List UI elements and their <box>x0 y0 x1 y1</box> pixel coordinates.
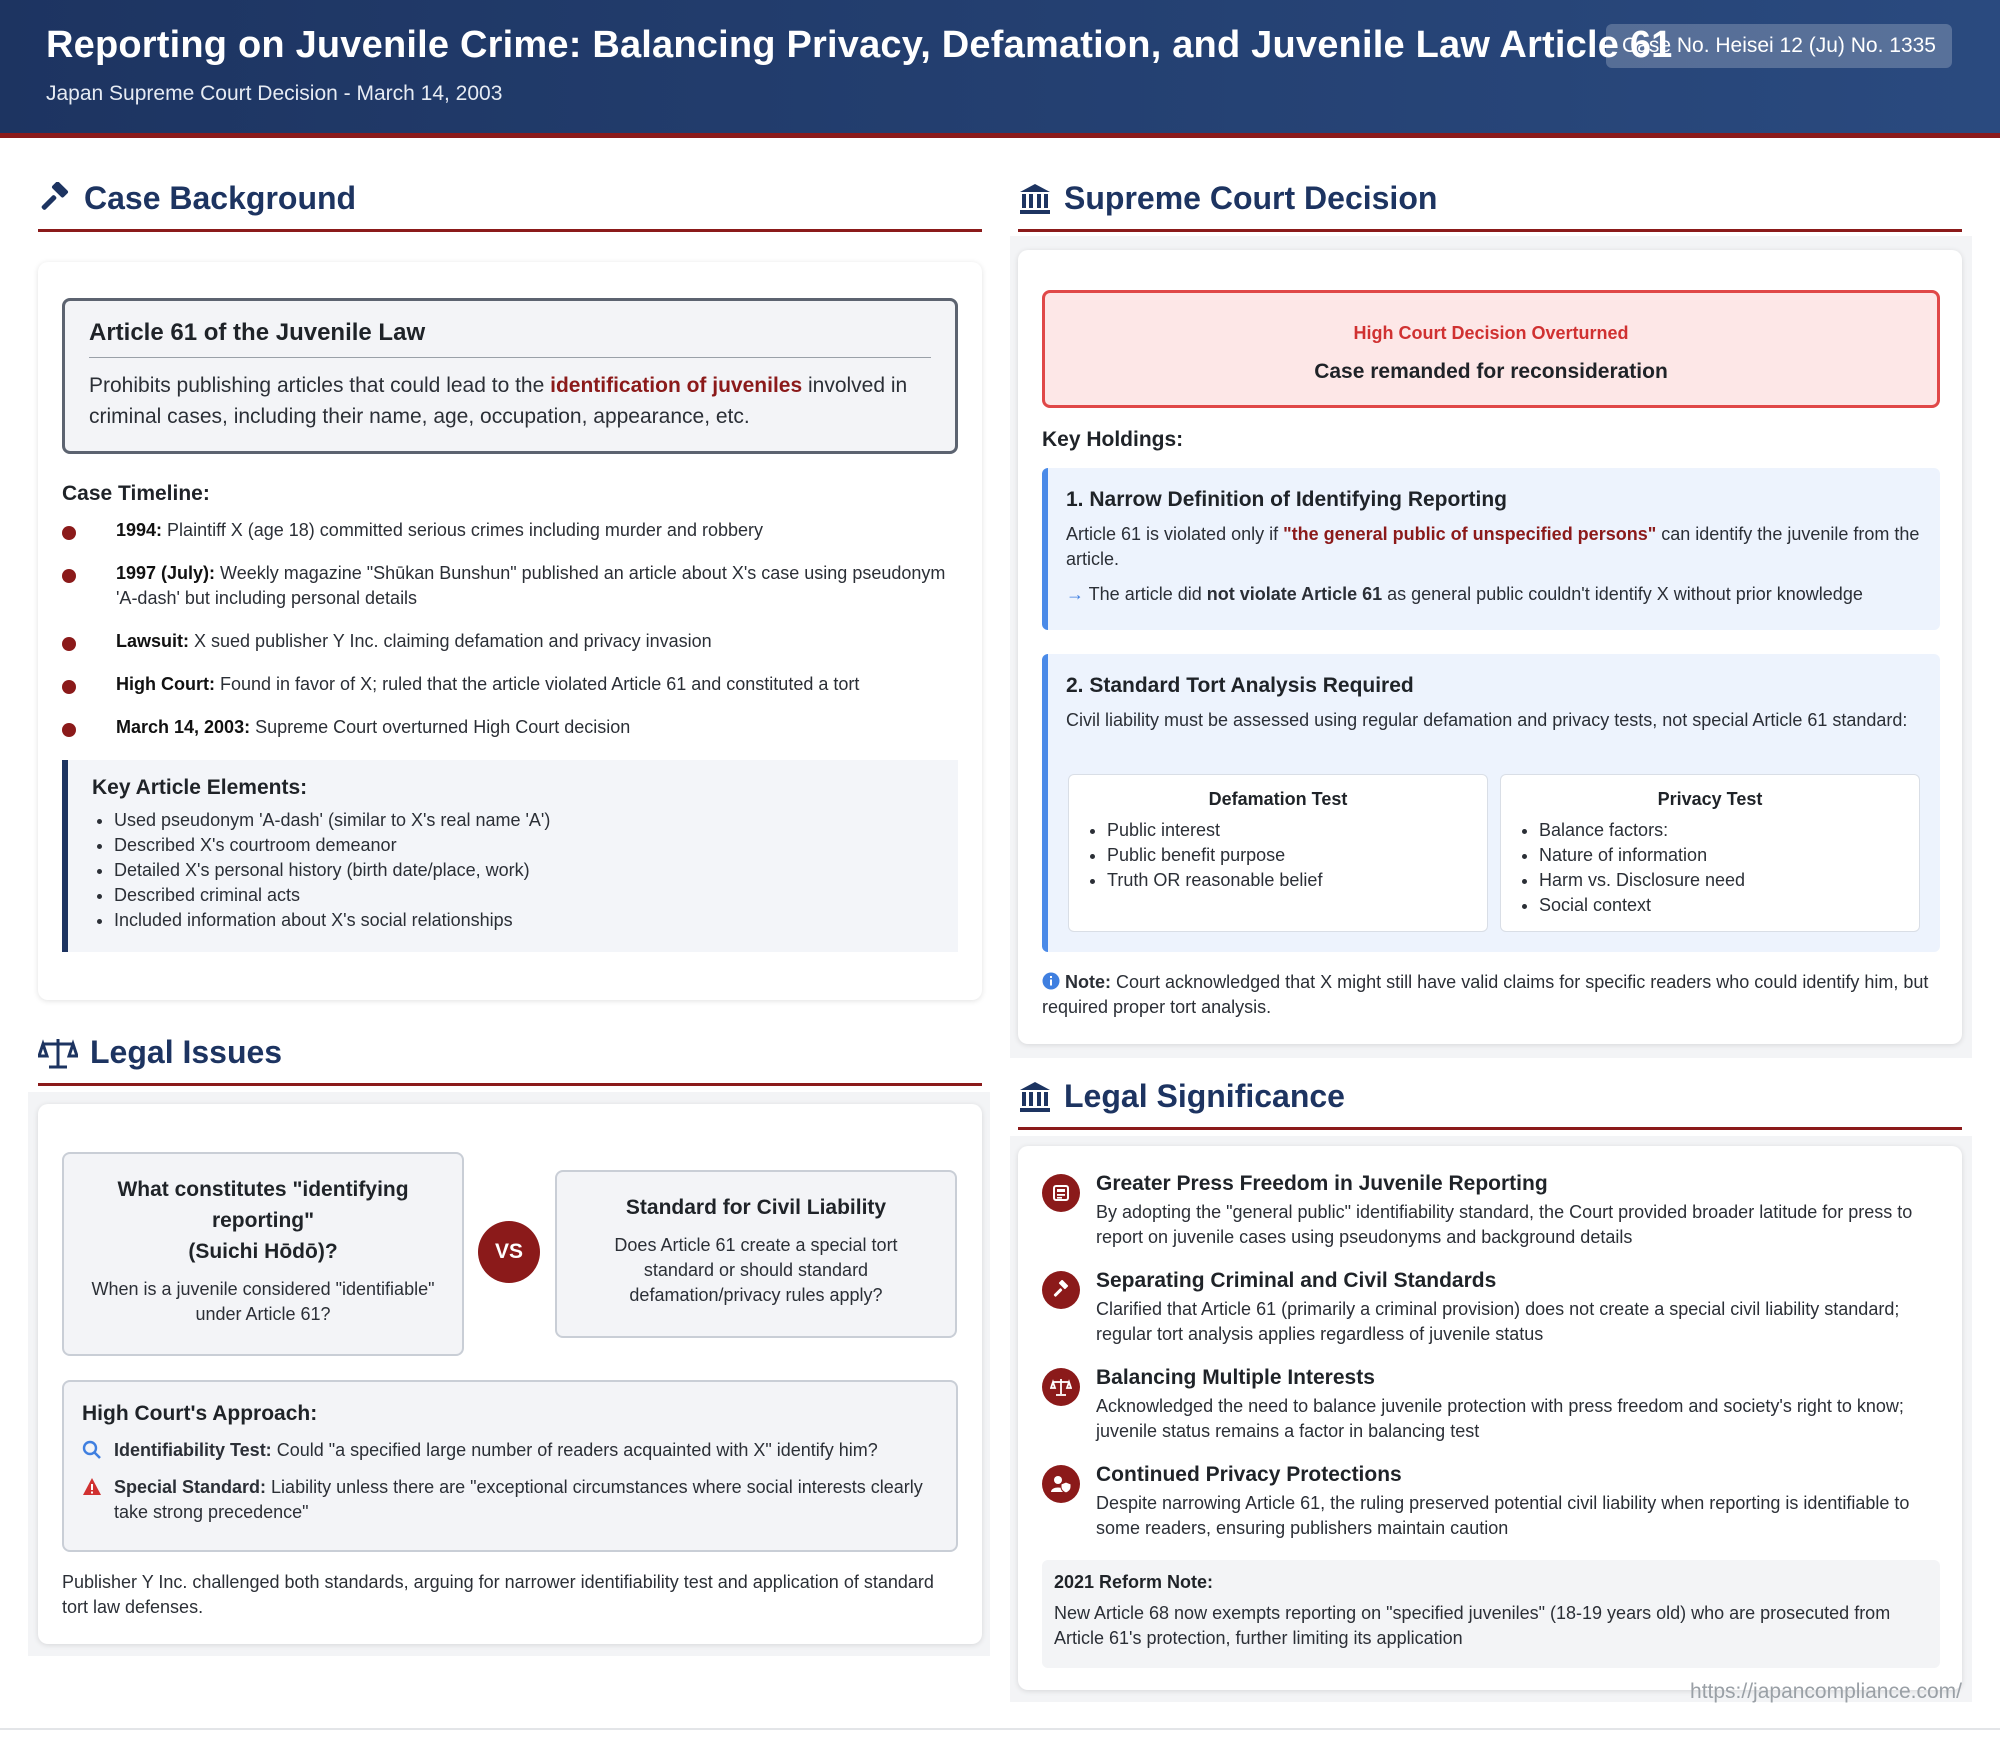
approach-item: Special Standard: Liability unless there are "exceptional circumstances where social interests clearly take strong precedence" <box>82 1475 938 1525</box>
defamation-factor: • Public interest <box>1107 818 1473 843</box>
key-article-elements <box>62 760 958 952</box>
article-highlight: identification of juveniles <box>550 374 803 397</box>
case-timeline <box>62 518 962 740</box>
note-text: Court acknowledged that X might still have valid claims for specific readers who could identify him, but required proper tort analysis. <box>1042 972 1929 1017</box>
key-element-item: • Described criminal acts <box>114 883 934 908</box>
holding-1-result: → The article did not violate Article 61 as general public couldn't identify X without prior knowledge <box>1066 584 1863 604</box>
decision-note <box>1042 970 1942 1020</box>
issue-heading-line: reporting" <box>211 1209 315 1232</box>
holding-1 <box>1042 468 1940 630</box>
significance-item <box>1042 1366 1942 1444</box>
issue-heading-line: What constitutes "identifying <box>117 1178 409 1201</box>
significance-text: By adopting the "general public" identifiability standard, the Court provided broader latitude for press to report on juvenile cases using pseudonyms and background details <box>1096 1202 1913 1247</box>
significance-heading: Separating Criminal and Civil Standards <box>1096 1269 1497 1292</box>
privacy-factor: • Balance factors: <box>1539 818 1905 843</box>
scales-icon <box>1042 1368 1080 1406</box>
warning-icon <box>82 1477 102 1497</box>
defamation-test-card <box>1068 774 1488 932</box>
legal-issues-heading <box>38 1034 982 1086</box>
significance-heading: Greater Press Freedom in Juvenile Reporting <box>1096 1172 1548 1195</box>
holding-1-text: Article 61 is violated only if "the general public of unspecified persons" can identify the juvenile from the article. <box>1066 524 1920 569</box>
approach-item: Identifiability Test: Could "a specified large number of readers acquainted with X" identify him? <box>82 1438 938 1463</box>
case-background-heading <box>38 180 982 232</box>
high-court-approach <box>62 1380 958 1552</box>
supreme-court-decision-heading <box>1018 180 1962 232</box>
defamation-factor: • Truth OR reasonable belief <box>1107 868 1473 893</box>
timeline-item: High Court: Found in favor of X; ruled that the article violated Article 61 and constituted a tort <box>62 672 962 697</box>
article-text-part: involved in criminal cases, including their name, age, occupation, appearance, etc. <box>89 374 908 428</box>
user-shield-icon <box>1042 1465 1080 1503</box>
key-elements-label: Key Article Elements: <box>92 776 308 799</box>
arrow-right-icon: → <box>1066 584 1084 604</box>
case-number-badge: Case No. Heisei 12 (Ju) No. 1335 <box>1606 24 1952 68</box>
privacy-factor: • Harm vs. Disclosure need <box>1539 868 1905 893</box>
significance-item <box>1042 1172 1942 1250</box>
issue-heading-line: (Suichi Hōdō)? <box>188 1240 338 1263</box>
privacy-test-label: Privacy Test <box>1657 789 1763 809</box>
supreme-court-decision-title: Supreme Court Decision <box>1064 180 1438 216</box>
issue-question: Does Article 61 create a special tort standard or should standard defamation/privacy rules apply? <box>614 1235 898 1305</box>
civil-liability-card <box>555 1170 957 1338</box>
holding-2-text: Civil liability must be assessed using regular defamation and privacy tests, not special Article 61 standard: <box>1066 710 1908 730</box>
publisher-challenge-text: Publisher Y Inc. challenged both standards, arguing for narrower identifiability test and application of standard tort law defenses. <box>62 1572 934 1617</box>
page-title: Reporting on Juvenile Crime: Balancing Privacy, Defamation, and Juvenile Law Article 61 <box>46 24 1673 66</box>
legal-significance-heading <box>1018 1078 1962 1130</box>
key-element-item: • Detailed X's personal history (birth date/place, work) <box>114 858 934 883</box>
source-url[interactable]: https://japancompliance.com/ <box>1690 1680 1962 1703</box>
page-header <box>0 0 2000 138</box>
significance-heading: Continued Privacy Protections <box>1096 1463 1402 1486</box>
note-label: Note: <box>1065 972 1112 992</box>
key-element-item: • Used pseudonym 'A-dash' (similar to X's real name 'A') <box>114 808 934 833</box>
timeline-item: Lawsuit: X sued publisher Y Inc. claiming defamation and privacy invasion <box>62 629 962 654</box>
article-61-heading: Article 61 of the Juvenile Law <box>89 319 931 358</box>
key-element-item: • Included information about X's social relationships <box>114 908 934 933</box>
significance-item <box>1042 1269 1942 1347</box>
bottom-divider <box>0 1728 2000 1730</box>
courthouse-icon <box>1018 182 1052 216</box>
info-icon <box>1042 972 1060 990</box>
significance-text: Clarified that Article 61 (primarily a criminal provision) does not create a special civil liability standard; regular tort analysis applies regardless of juvenile status <box>1096 1299 1900 1344</box>
search-icon <box>82 1440 102 1460</box>
identifying-reporting-card <box>62 1152 464 1356</box>
significance-text: Despite narrowing Article 61, the ruling preserved potential civil liability when reporting is identifiable to some readers, ensuring publishers maintain caution <box>1096 1493 1910 1538</box>
timeline-item: March 14, 2003: Supreme Court overturned High Court decision <box>62 715 962 740</box>
key-holdings-label: Key Holdings: <box>1042 428 1184 451</box>
case-background-title: Case Background <box>84 180 357 216</box>
reform-text: New Article 68 now exempts reporting on "specified juveniles" (18-19 years old) who are prosecuted from Article 61's protection, further limiting its application <box>1054 1603 1891 1648</box>
holding-2-heading: 2. Standard Tort Analysis Required <box>1066 674 1414 697</box>
issue-question: When is a juvenile considered "identifiable" under Article 61? <box>91 1279 435 1324</box>
remanded-label: Case remanded for reconsideration <box>1314 360 1668 383</box>
reform-note <box>1042 1560 1940 1668</box>
courthouse-icon <box>1018 1080 1052 1114</box>
overturned-banner <box>1042 290 1940 408</box>
issue-heading: Standard for Civil Liability <box>625 1196 887 1219</box>
approach-label: High Court's Approach: <box>82 1402 318 1425</box>
article-text-part: Prohibits publishing articles that could lead to the <box>89 374 551 397</box>
significance-text: Acknowledged the need to balance juvenile protection with press freedom and society's right to know; juvenile status remains a factor in balancing test <box>1096 1396 1904 1441</box>
defamation-test-label: Defamation Test <box>1208 789 1348 809</box>
privacy-test-card <box>1500 774 1920 932</box>
gavel-icon <box>1042 1271 1080 1309</box>
timeline-item: 1994: Plaintiff X (age 18) committed serious crimes including murder and robbery <box>62 518 962 543</box>
legal-issues-title: Legal Issues <box>90 1034 283 1070</box>
scales-icon <box>38 1036 78 1070</box>
defamation-factor: • Public benefit purpose <box>1107 843 1473 868</box>
significance-heading: Balancing Multiple Interests <box>1096 1366 1375 1389</box>
significance-item <box>1042 1463 1942 1541</box>
key-element-item: • Described X's courtroom demeanor <box>114 833 934 858</box>
holding-1-heading: 1. Narrow Definition of Identifying Reporting <box>1066 488 1507 511</box>
privacy-factor: • Social context <box>1539 893 1905 918</box>
page-subtitle: Japan Supreme Court Decision - March 14, 2003 <box>46 82 503 105</box>
article-61-text <box>89 370 931 432</box>
timeline-item: 1997 (July): Weekly magazine "Shūkan Bunshun" published an article about X's case using pseudonym 'A-dash' but including personal details <box>62 561 962 611</box>
gavel-icon <box>38 182 72 216</box>
newspaper-icon <box>1042 1174 1080 1212</box>
legal-significance-title: Legal Significance <box>1064 1078 1345 1114</box>
timeline-label: Case Timeline: <box>62 482 210 505</box>
vs-badge: VS <box>478 1221 540 1283</box>
reform-label: 2021 Reform Note: <box>1054 1572 1214 1592</box>
overturned-label: High Court Decision Overturned <box>1353 323 1629 343</box>
privacy-factor: • Nature of information <box>1539 843 1905 868</box>
article-61-box <box>62 298 958 454</box>
